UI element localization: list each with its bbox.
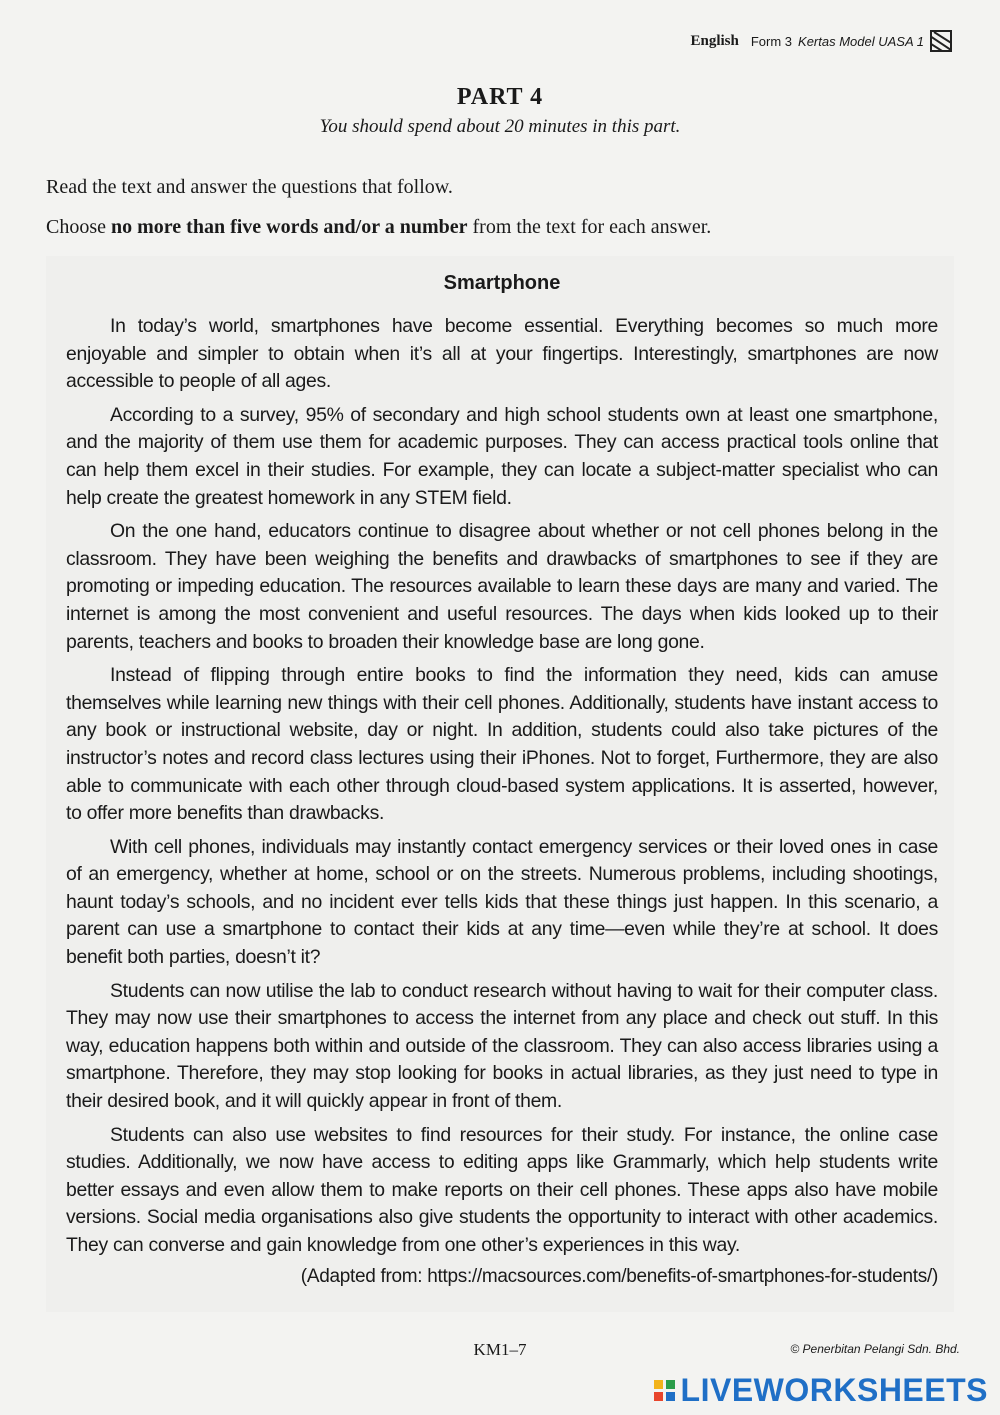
passage-paragraph: With cell phones, individuals may instantly contact emergency services or their loved ones in case of an emergency, whether at home, school or on the streets. Numerous problems, including shootings, haunt today’s schools, and no incident ever tells kids that these things just happen. In this scenario, a parent can use a smartphone to contact their kids at any time—even while they’re at school. It does benefit both parties, doesn’t it? [66,835,938,969]
part-title: PART 4 [456,84,544,110]
liveworksheets-logo-icon [653,1378,677,1404]
header-paper: Kertas Model UASA 1 [798,33,924,49]
header-subject: English [690,32,739,49]
instruction-choose [46,216,711,239]
reading-passage [46,256,954,1312]
instruction-choose-before: Choose [46,216,111,238]
part-subtitle: You should spend about 20 minutes in this part. [319,116,681,137]
passage-paragraph: In today’s world, smartphones have become essential. Everything becomes so much more enjoyable and simpler to obtain when it’s all at your fingertips. Interestingly, smartphones are now accessible to people of all ages. [66,315,938,393]
passage-source: (Adapted from: https://macsources.com/benefits-of-smartphones-for-students/) [300,1265,938,1287]
passage-paragraph: On the one hand, educators continue to disagree about whether or not cell phones belong in the classroom. They have been weighing the benefits and drawbacks of smartphones to see if they are promoting or impeding education. The resources available to learn these days are many and varied. The internet is among the most convenient and useful resources. The days when kids looked up to their parents, teachers and books to broaden their knowledge base are long gone. [66,520,938,653]
passage-paragraph: Instead of flipping through entire books to find the information they need, kids can amuse themselves while learning new things with their cell phones. Additionally, students have instant access to any book or instructional website, day or night. In addition, students could also take pictures of the instructor’s notes and record class lectures using their iPhones. Not to forget, Furthermore, they are also able to communicate with each other through cloud-based system applications. It is asserted, however, to offer more benefits than drawbacks. [66,664,938,825]
passage-paragraph: Students can also use websites to find resources for their study. For instance, the online case studies. Additionally, we now have access to editing apps like Grammarly, which help students write better essays and even allow them to make reports on their cell phones. These apps also have mobile versions. Social media organisations also give students the opportunity to interact with other academics. They can converse and gain knowledge from one other’s experiences in this way. [66,1123,938,1256]
publisher-logo-icon [930,30,952,52]
instruction-choose-bold: no more than five words and/or a number [111,216,468,238]
copyright-notice: © Penerbitan Pelangi Sdn. Bhd. [790,1342,960,1356]
passage-paragraph: According to a survey, 95% of secondary and high school students own at least one smartphone, and the majority of them use them for academic purposes. They can access practical tools online that can help them excel in their studies. For example, they can locate a subject-matter specialist who can help create the greatest homework in any STEM field. [66,403,938,509]
header-form: Form 3 [750,33,793,49]
passage-paragraph: Students can now utilise the lab to conduct research without having to wait for their computer class. They may now use their smartphones to access the internet from any place and check out stuff. In this way, education happens both within and outside of the classroom. They can also access libraries using a smartphone. Therefore, they may stop looking for books in actual libraries, as they just need to type in their desired book, and it will quickly appear in front of them. [66,979,938,1113]
watermark-text: LIVEWORKSHEETS [680,1372,988,1408]
page-code: KM1–7 [473,1340,527,1359]
page-header [690,30,952,52]
instruction-choose-after: from the text for each answer. [467,216,712,238]
passage-title: Smartphone [443,272,561,294]
instruction-read: Read the text and answer the questions that follow. [46,176,453,198]
liveworksheets-watermark [653,1372,988,1409]
